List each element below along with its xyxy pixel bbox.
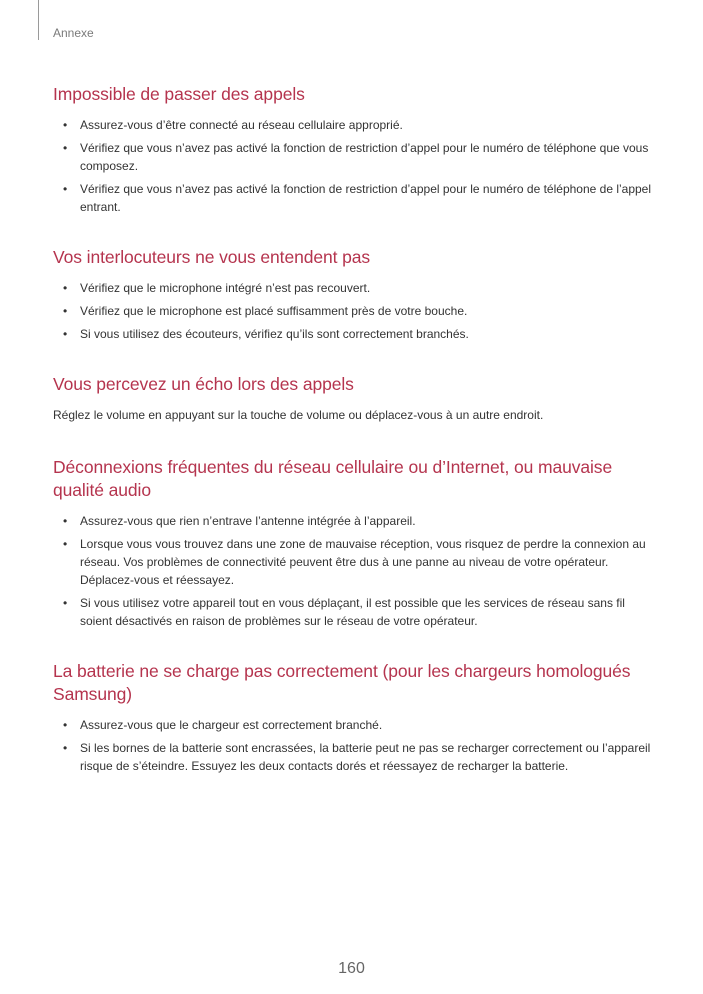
section-title: Vos interlocuteurs ne vous entendent pas — [53, 247, 371, 267]
bullet-icon: • — [63, 514, 68, 528]
bullet-list — [53, 116, 653, 216]
list-item — [53, 279, 653, 297]
section-battery-charging — [53, 660, 653, 775]
list-item-text: Vérifiez que le microphone est placé suffisamment près de votre bouche. — [80, 304, 468, 318]
running-header: Annexe — [53, 26, 94, 40]
list-item — [53, 139, 653, 175]
bullet-icon: • — [63, 141, 68, 155]
list-item — [53, 180, 653, 216]
bullet-icon: • — [63, 741, 68, 755]
bullet-list — [53, 512, 653, 630]
bullet-icon: • — [63, 537, 68, 551]
bullet-icon: • — [63, 182, 68, 196]
list-item — [53, 325, 653, 343]
list-item — [53, 594, 653, 630]
section-title: La batterie ne se charge pas correctement (pour les chargeurs homologués Samsung) — [53, 661, 631, 704]
section-title: Vous percevez un écho lors des appels — [53, 374, 354, 394]
list-item — [53, 116, 653, 134]
list-item-text: Assurez-vous que rien n’entrave l’antenne intégrée à l’appareil. — [80, 514, 416, 528]
list-item-text: Vérifiez que vous n’avez pas activé la fonction de restriction d’appel pour le numéro de téléphone de l’appel entrant. — [80, 182, 652, 214]
list-item-text: Si vous utilisez votre appareil tout en vous déplaçant, il est possible que les services de réseau sans fil soient désactivés en raison de problèmes sur le réseau de votre opérateur. — [80, 596, 625, 628]
list-item-text: Si vous utilisez des écouteurs, vérifiez qu’ils sont correctement branchés. — [80, 327, 469, 341]
list-item-text: Assurez-vous d’être connecté au réseau cellulaire approprié. — [80, 118, 403, 132]
section-title: Déconnexions fréquentes du réseau cellulaire ou d’Internet, ou mauvaise qualité audio — [53, 457, 613, 500]
list-item — [53, 512, 653, 530]
bullet-icon: • — [63, 304, 68, 318]
bullet-icon: • — [63, 327, 68, 341]
page-content — [53, 80, 653, 780]
page-number: 160 — [338, 960, 365, 977]
bullet-list — [53, 279, 653, 343]
bullet-icon: • — [63, 718, 68, 732]
bullet-icon: • — [63, 281, 68, 295]
list-item-text: Vérifiez que le microphone intégré n’est pas recouvert. — [80, 281, 371, 295]
list-item — [53, 302, 653, 320]
list-item-text: Lorsque vous vous trouvez dans une zone de mauvaise réception, vous risquez de perdre la connexion au réseau. Vos problèmes de connectivité peuvent être dus à une panne au niveau de votre opérateur. Déplacez-vous et réessayez. — [80, 537, 646, 587]
list-item-text: Vérifiez que vous n’avez pas activé la fonction de restriction d’appel pour le numéro de téléphone que vous composez. — [80, 141, 649, 173]
list-item — [53, 535, 653, 589]
bullet-icon: • — [63, 596, 68, 610]
bullet-icon: • — [63, 118, 68, 132]
list-item-text: Assurez-vous que le chargeur est correctement branché. — [80, 718, 383, 732]
list-item-text: Si les bornes de la batterie sont encrassées, la batterie peut ne pas se recharger correctement ou l’appareil risque de s’éteindre. Essuyez les deux contacts dorés et réessayez de recharger la batterie. — [80, 741, 651, 773]
section-disconnections — [53, 456, 653, 630]
header-divider — [38, 0, 39, 40]
section-cannot-make-calls — [53, 83, 653, 216]
list-item — [53, 739, 653, 775]
bullet-list — [53, 716, 653, 775]
section-not-heard — [53, 246, 653, 343]
section-paragraph: Réglez le volume en appuyant sur la touche de volume ou déplacez-vous à un autre endroit. — [53, 408, 544, 422]
section-echo — [53, 373, 653, 424]
section-title: Impossible de passer des appels — [53, 84, 305, 104]
list-item — [53, 716, 653, 734]
